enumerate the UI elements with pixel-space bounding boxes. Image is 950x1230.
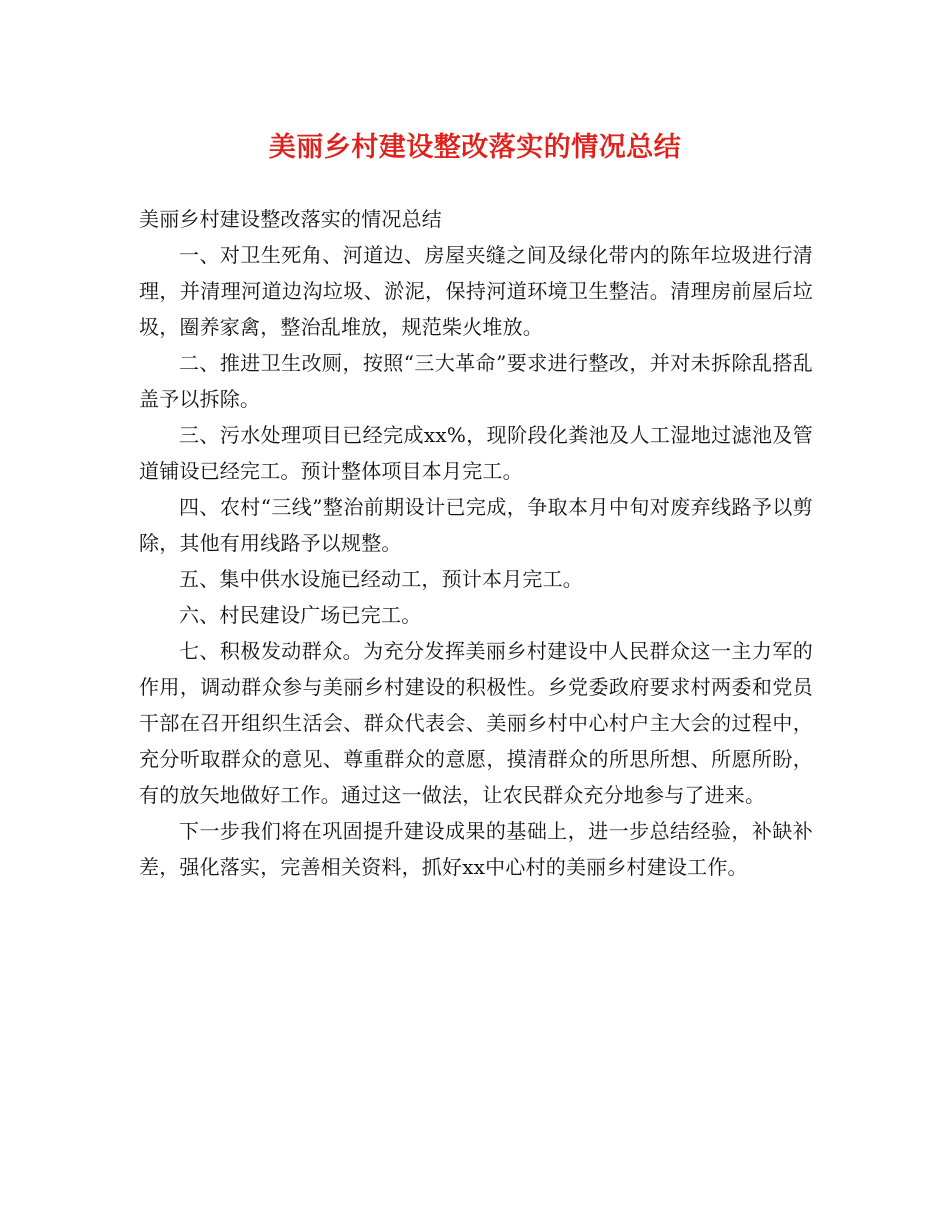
paragraph-6: 六、村民建设广场已完工。 xyxy=(179,603,422,627)
document-title: 美丽乡村建设整改落实的情况总结 xyxy=(268,132,682,163)
paragraph-1: 一、对卫生死角、河道边、房屋夹缝之间及绿化带内的陈年垃圾进行清理，并清理河道边沟垃圾、淤泥，保持河道环境卫生整洁。清理房前屋后垃圾，圈养家禽，整治乱堆放，规范柴火堆放。 xyxy=(139,243,813,339)
paragraph-3: 三、污水处理项目已经完成xx%，现阶段化粪池及人工湿地过滤池及管道铺设已经完工。预计整体项目本月完工。 xyxy=(139,423,813,483)
paragraph-5: 五、集中供水设施已经动工，预计本月完工。 xyxy=(179,567,583,591)
document-body xyxy=(139,201,813,885)
document-subtitle: 美丽乡村建设整改落实的情况总结 xyxy=(139,207,442,231)
paragraph-4: 四、农村“三线”整治前期设计已完成，争取本月中旬对废弃线路予以剪除，其他有用线路予以规整。 xyxy=(139,495,813,555)
paragraph-2: 二、推进卫生改厕，按照“三大革命”要求进行整改，并对未拆除乱搭乱盖予以拆除。 xyxy=(139,351,813,411)
paragraph-8: 下一步我们将在巩固提升建设成果的基础上，进一步总结经验，补缺补差，强化落实，完善相关资料，抓好xx中心村的美丽乡村建设工作。 xyxy=(139,819,813,879)
paragraph-7: 七、积极发动群众。为充分发挥美丽乡村建设中人民群众这一主力军的作用，调动群众参与美丽乡村建设的积极性。乡党委政府要求村两委和党员干部在召开组织生活会、群众代表会、美丽乡村中心村户主大会的过程中，充分听取群众的意见、尊重群众的意愿，摸清群众的所思所想、所愿所盼，有的放矢地做好工作。通过这一做法，让农民群众充分地参与了进来。 xyxy=(139,639,813,807)
